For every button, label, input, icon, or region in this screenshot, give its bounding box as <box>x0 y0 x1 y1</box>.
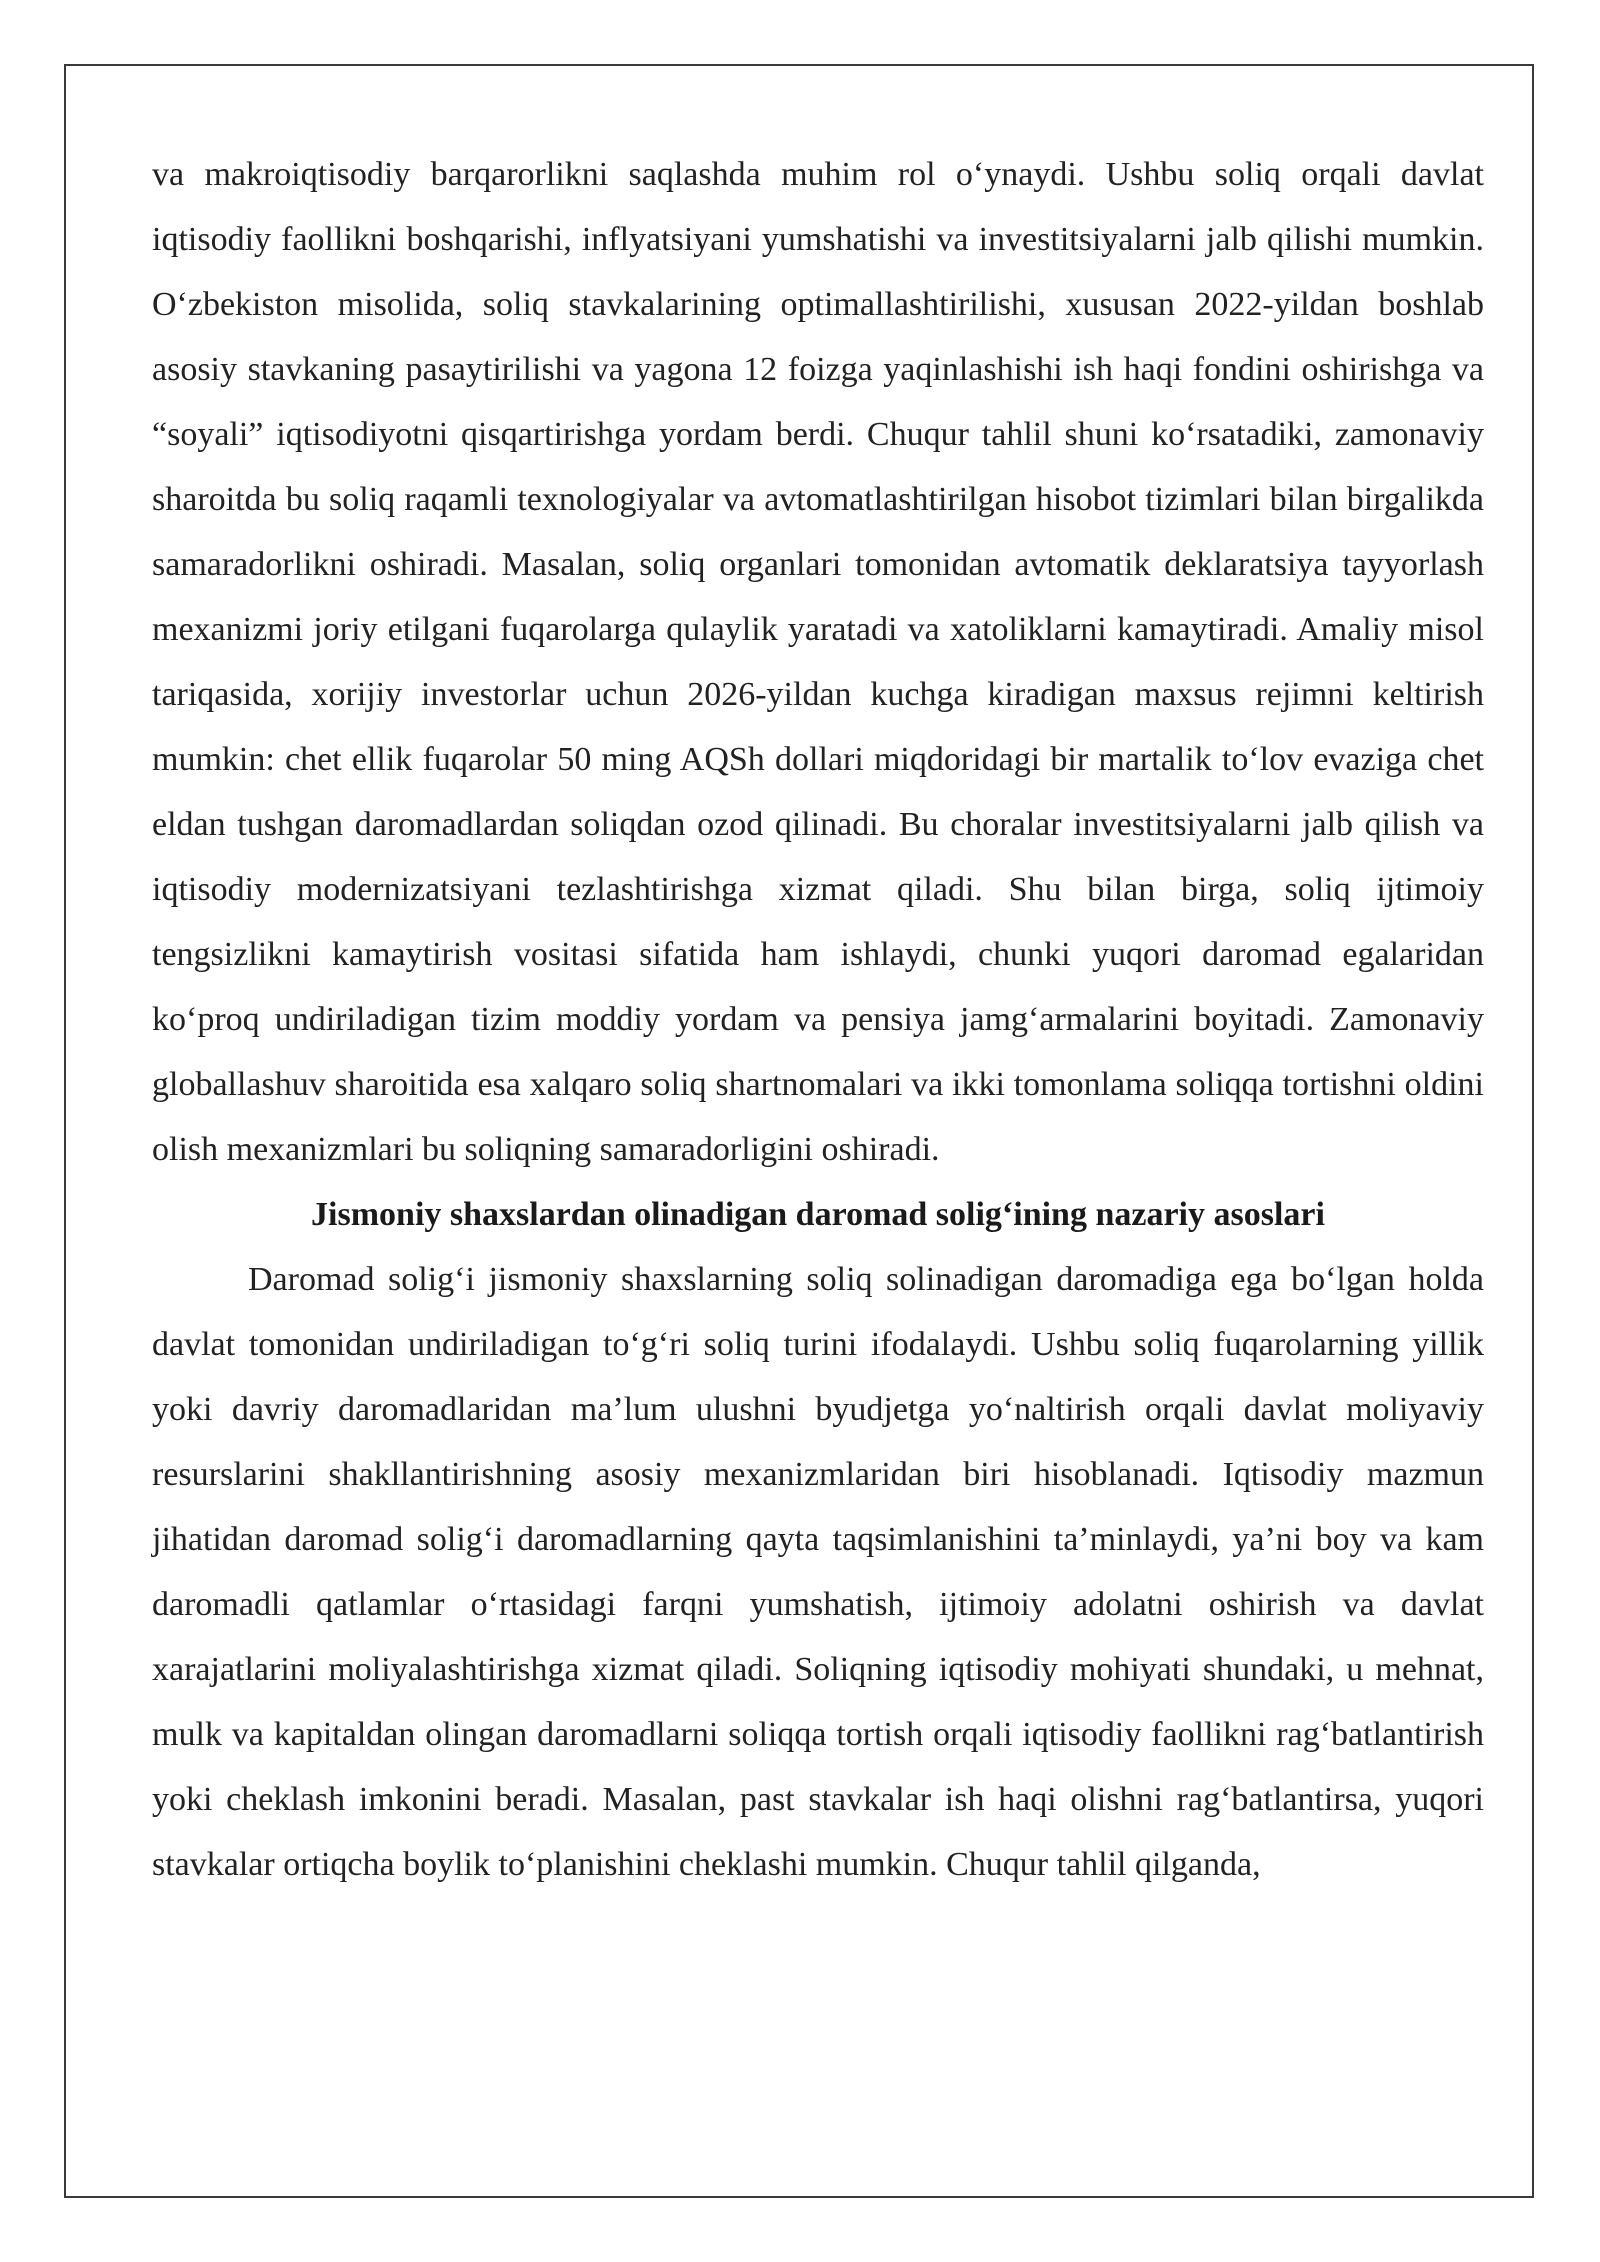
body-paragraph-continuation: va makroiqtisodiy barqarorlikni saqlashda muhim rol o‘ynaydi. Ushbu soliq orqali davlat iqtisodiy faollikni boshqarishi, inflyatsiyani yumshatishi va investitsiyalarni jalb qilishi mumkin. O‘zbekiston misolida, soliq stavkalarining optimallashtirilishi, xususan 2022-yildan boshlab asosiy stavkaning pasaytirilishi va yagona 12 foizga yaqinlashishi ish haqi fondini oshirishga va “soyali” iqtisodiyotni qisqartirishga yordam berdi. Chuqur tahlil shuni ko‘rsatadiki, zamonaviy sharoitda bu soliq raqamli texnologiyalar va avtomatlashtirilgan hisobot tizimlari bilan birgalikda samaradorlikni oshiradi. Masalan, soliq organlari tomonidan avtomatik deklaratsiya tayyorlash mexanizmi joriy etilgani fuqarolarga qulaylik yaratadi va xatoliklarni kamaytiradi. Amaliy misol tariqasida, xorijiy investorlar uchun 2026-yildan kuchga kiradigan maxsus rejimni keltirish mumkin: chet ellik fuqarolar 50 ming AQSh dollari miqdoridagi bir martalik to‘lov evaziga chet eldan tushgan daromadlardan soliqdan ozod qilinadi. Bu choralar investitsiyalarni jalb qilish va iqtisodiy modernizatsiyani tezlashtirishga xizmat qiladi. Shu bilan birga, soliq ijtimoiy tengsizlikni kamaytirish vositasi sifatida ham ishlaydi, chunki yuqori daromad egalaridan ko‘proq undiriladigan tizim moddiy yordam va pensiya jamg‘armalarini boyitadi. Zamonaviy globallashuv sharoitida esa xalqaro soliq shartnomalari va ikki tomonlama soliqqa tortishni oldini olish mexanizmlari bu soliqning samaradorligini oshiradi. <box>152 156 1484 1168</box>
section-heading: Jismoniy shaxslardan olinadigan daromad solig‘ining nazariy asoslari <box>311 1196 1325 1233</box>
document-body <box>152 142 1484 1897</box>
body-paragraph: Daromad solig‘i jismoniy shaxslarning soliq solinadigan daromadiga ega bo‘lgan holda davlat tomonidan undiriladigan to‘g‘ri soliq turini ifodalaydi. Ushbu soliq fuqarolarning yillik yoki davriy daromadlaridan ma’lum ulushni byudjetga yo‘naltirish orqali davlat moliyaviy resurslarini shakllantirishning asosiy mexanizmlaridan biri hisoblanadi. Iqtisodiy mazmun jihatidan daromad solig‘i daromadlarning qayta taqsimlanishini ta’minlaydi, ya’ni boy va kam daromadli qatlamlar o‘rtasidagi farqni yumshatish, ijtimoiy adolatni oshirish va davlat xarajatlarini moliyalashtirishga xizmat qiladi. Soliqning iqtisodiy mohiyati shundaki, u mehnat, mulk va kapitaldan olingan daromadlarni soliqqa tortish orqali iqtisodiy faollikni rag‘batlantirish yoki cheklash imkonini beradi. Masalan, past stavkalar ish haqi olishni rag‘batlantirsa, yuqori stavkalar ortiqcha boylik to‘planishini cheklashi mumkin. Chuqur tahlil qilganda, <box>152 1261 1484 1883</box>
